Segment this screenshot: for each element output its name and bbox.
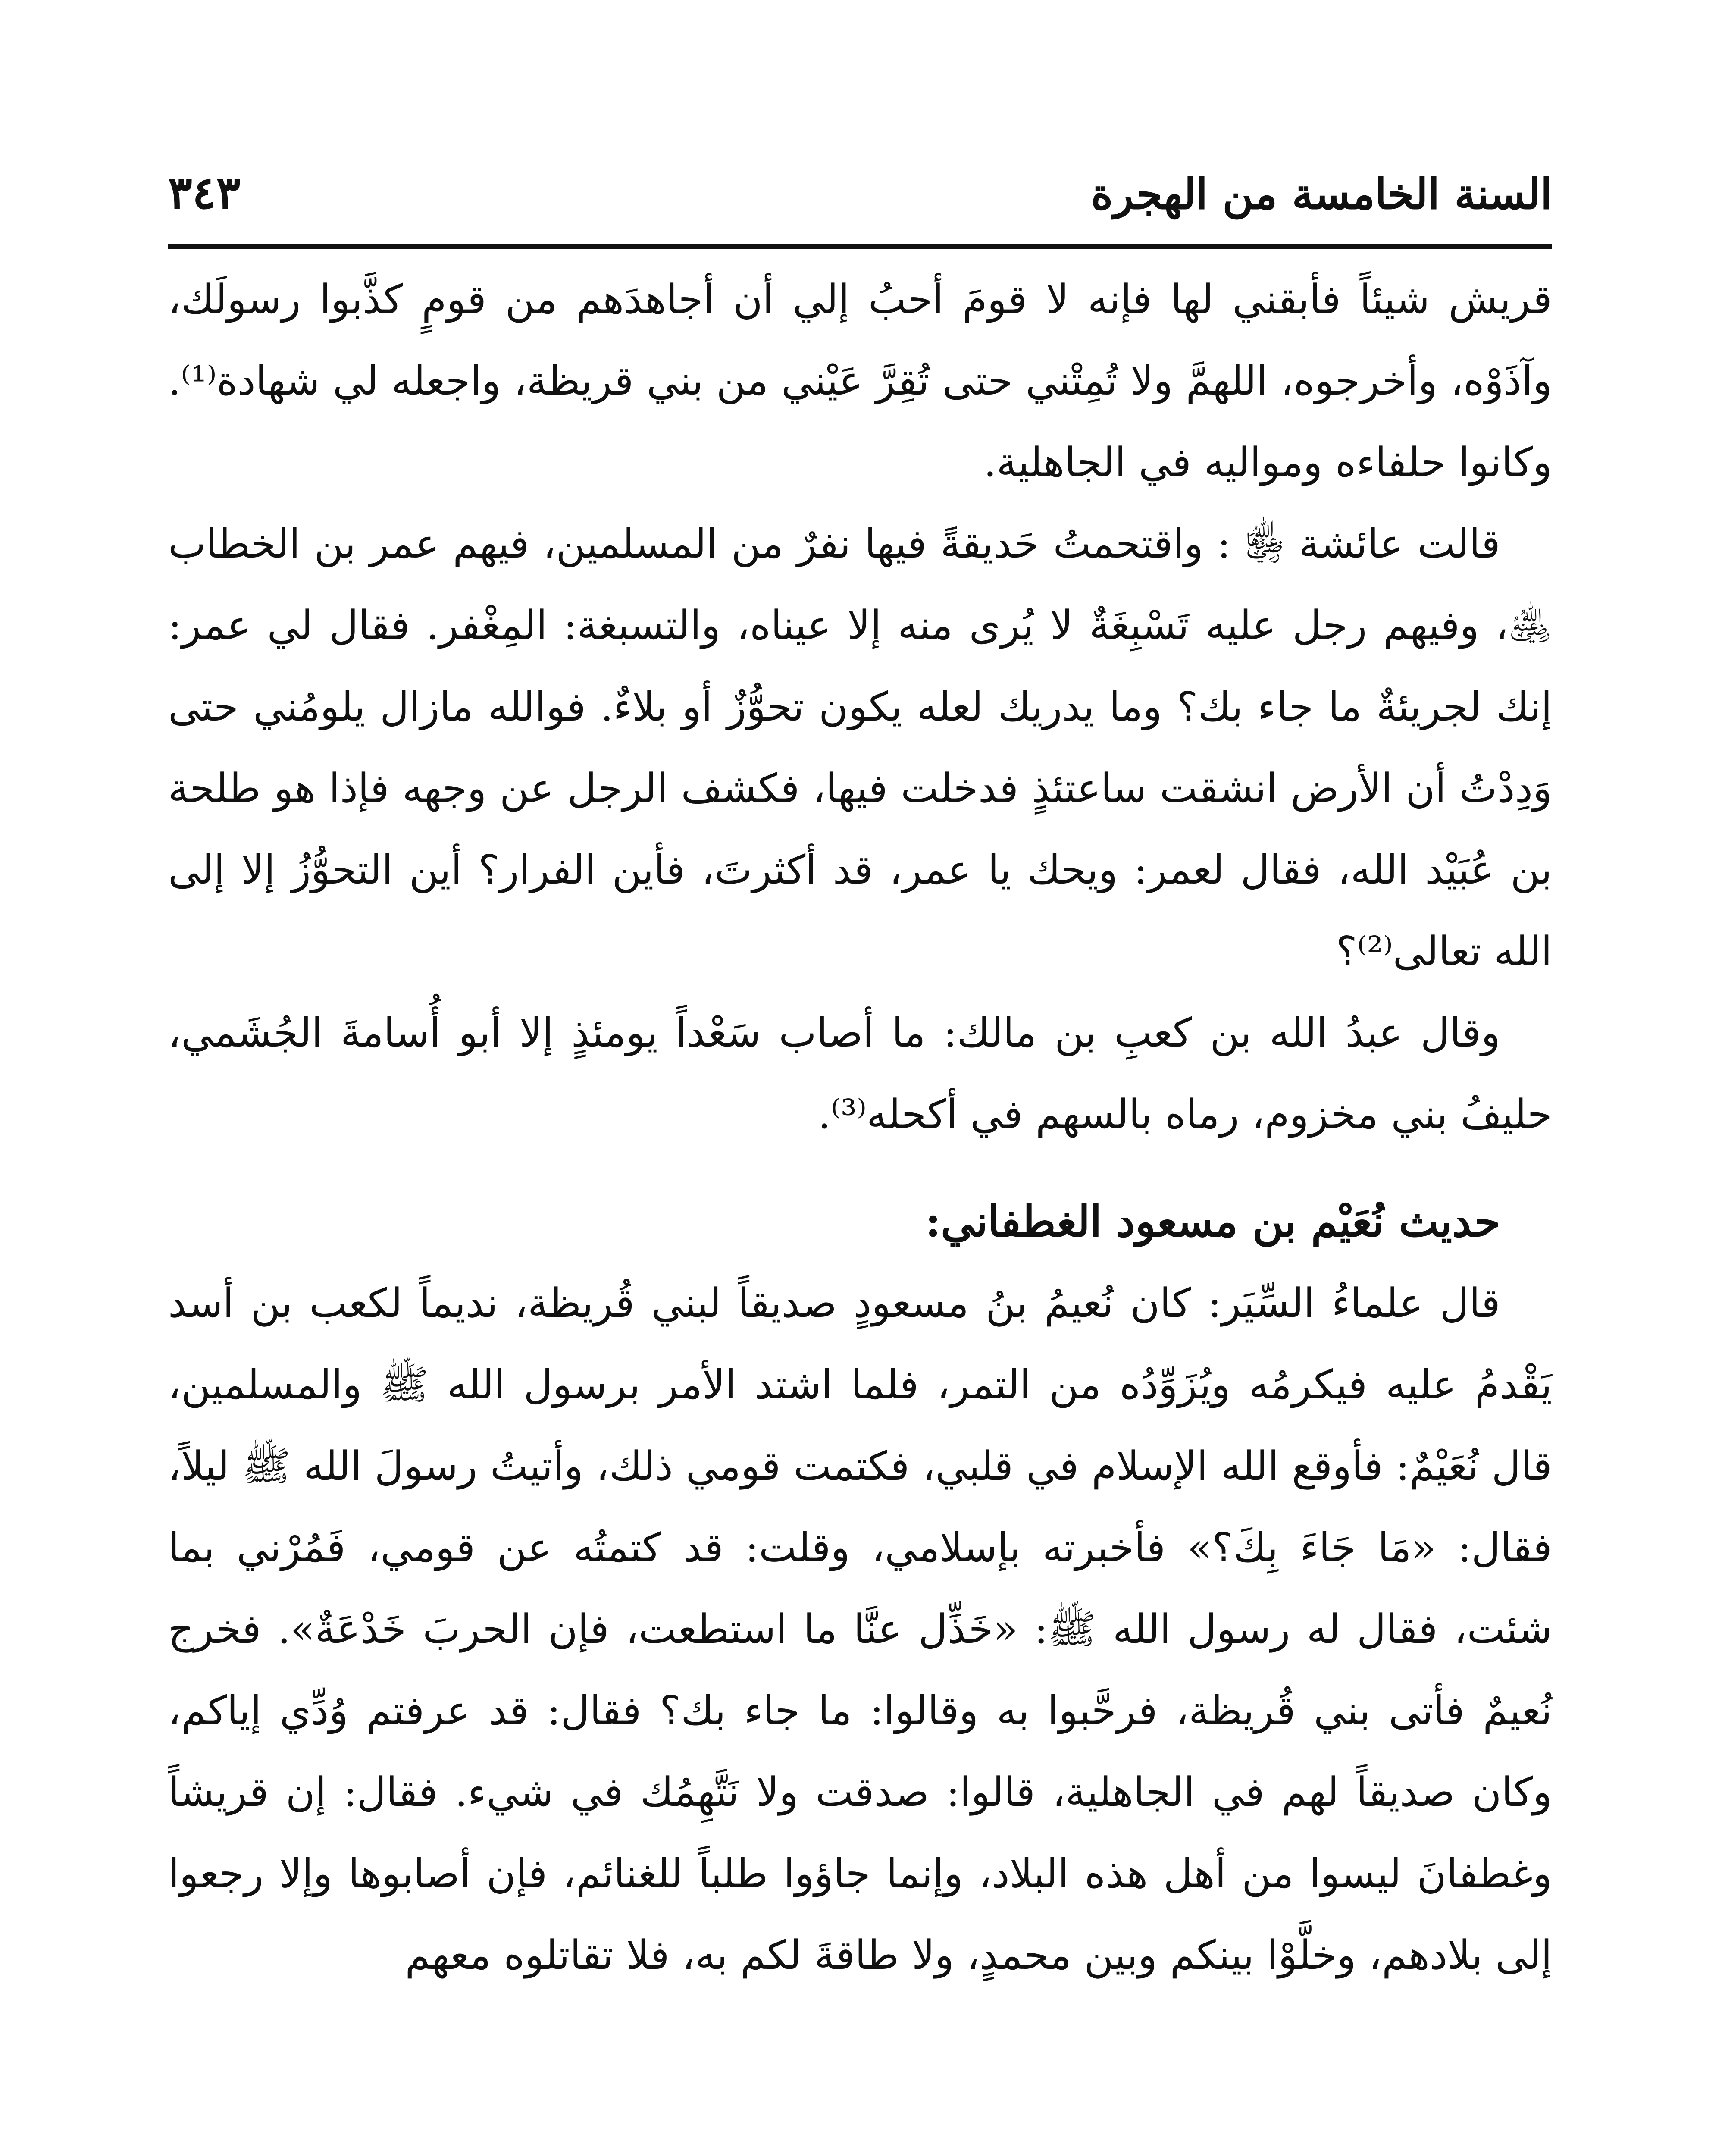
paragraph-1: قريش شيئاً فأبقني لها فإنه لا قومَ أحبُ إلي أن أجاهدَهم من قومٍ كذَّبوا رسولَك، وآذَوْه، وأخرجوه، اللهمَّ ولا تُمِتْني حتى تُقِرَّ عَيْني من بني قريظة، واجعله لي شهادة⁽¹⁾. وكانوا حلفاءه ومواليه في الجاهلية. xyxy=(168,276,1552,486)
page-number: ٣٤٣ xyxy=(168,166,241,219)
header-divider xyxy=(168,244,1552,249)
section-heading: حديث نُعَيْم بن مسعود الغطفاني: xyxy=(925,1197,1500,1247)
paragraph-3: وقال عبدُ الله بن كعبِ بن مالك: ما أصاب سَعْداً يومئذٍ إلا أبو أُسامةَ الجُشَمي، حليفُ بني مخزوم، رماه بالسهم في أكحله⁽³⁾. xyxy=(168,1009,1552,1138)
paragraph-2: قالت عائشة ﵂ : واقتحمتُ حَديقةً فيها نفرٌ من المسلمين، فيهم عمر بن الخطاب ﵁، وفيهم رجل عليه تَسْبِغَةٌ لا يُرى منه إلا عيناه، والتسبغة: المِغْفر. فقال لي عمر: إنك لجريئةٌ ما جاء بك؟ وما يدريك لعله يكون تحوُّزٌ أو بلاءٌ. فوالله مازال يلومُني حتى وَدِدْتُ أن الأرض انشقت ساعتئذٍ فدخلت فيها، فكشف الرجل عن وجهه فإذا هو طلحة بن عُبَيْد الله، فقال لعمر: ويحك يا عمر، قد أكثرتَ، فأين الفرار؟ أين التحوُّزُ إلا إلى الله تعالى⁽²⁾؟ xyxy=(168,520,1552,975)
paragraph-4: قال علماءُ السِّيَر: كان نُعيمُ بنُ مسعودٍ صديقاً لبني قُريظة، نديماً لكعب بن أسد يَقْدمُ عليه فيكرمُه ويُزَوِّدُه من التمر، فلما اشتد الأمر برسول الله ﷺ والمسلمين، قال نُعَيْمٌ: فأوقع الله الإسلام في قلبي، فكتمت قومي ذلك، وأتيتُ رسولَ الله ﷺ ليلاً، فقال: «مَا جَاءَ بِكَ؟» فأخبرته بإسلامي، وقلت: قد كتمتُه عن قومي، فَمُرْني بما شئت، فقال له رسول الله ﷺ: «خَذِّل عنَّا ما استطعت، فإن الحربَ خَدْعَةٌ». فخرج نُعيمٌ فأتى بني قُريظة، فرحَّبوا به وقالوا: ما جاء بك؟ فقال: قد عرفتم وُدِّي إياكم، وكان صديقاً لهم في الجاهلية، قالوا: صدقت ولا نَتَّهِمُك في شيء. فقال: إن قريشاً وغطفانَ ليسوا من أهل هذه البلاد، وإنما جاؤوا طلباً للغنائم، فإن أصابوها وإلا رجعوا إلى بلادهم، وخلَّوْا بينكم وبين محمدٍ، ولا طاقةَ لكم به، فلا تقاتلوه معهم xyxy=(168,1280,1552,1978)
book-page xyxy=(168,0,1552,2156)
main-text xyxy=(168,259,1552,1996)
running-header xyxy=(168,155,1552,220)
chapter-title: السنة الخامسة من الهجرة xyxy=(1091,169,1552,219)
